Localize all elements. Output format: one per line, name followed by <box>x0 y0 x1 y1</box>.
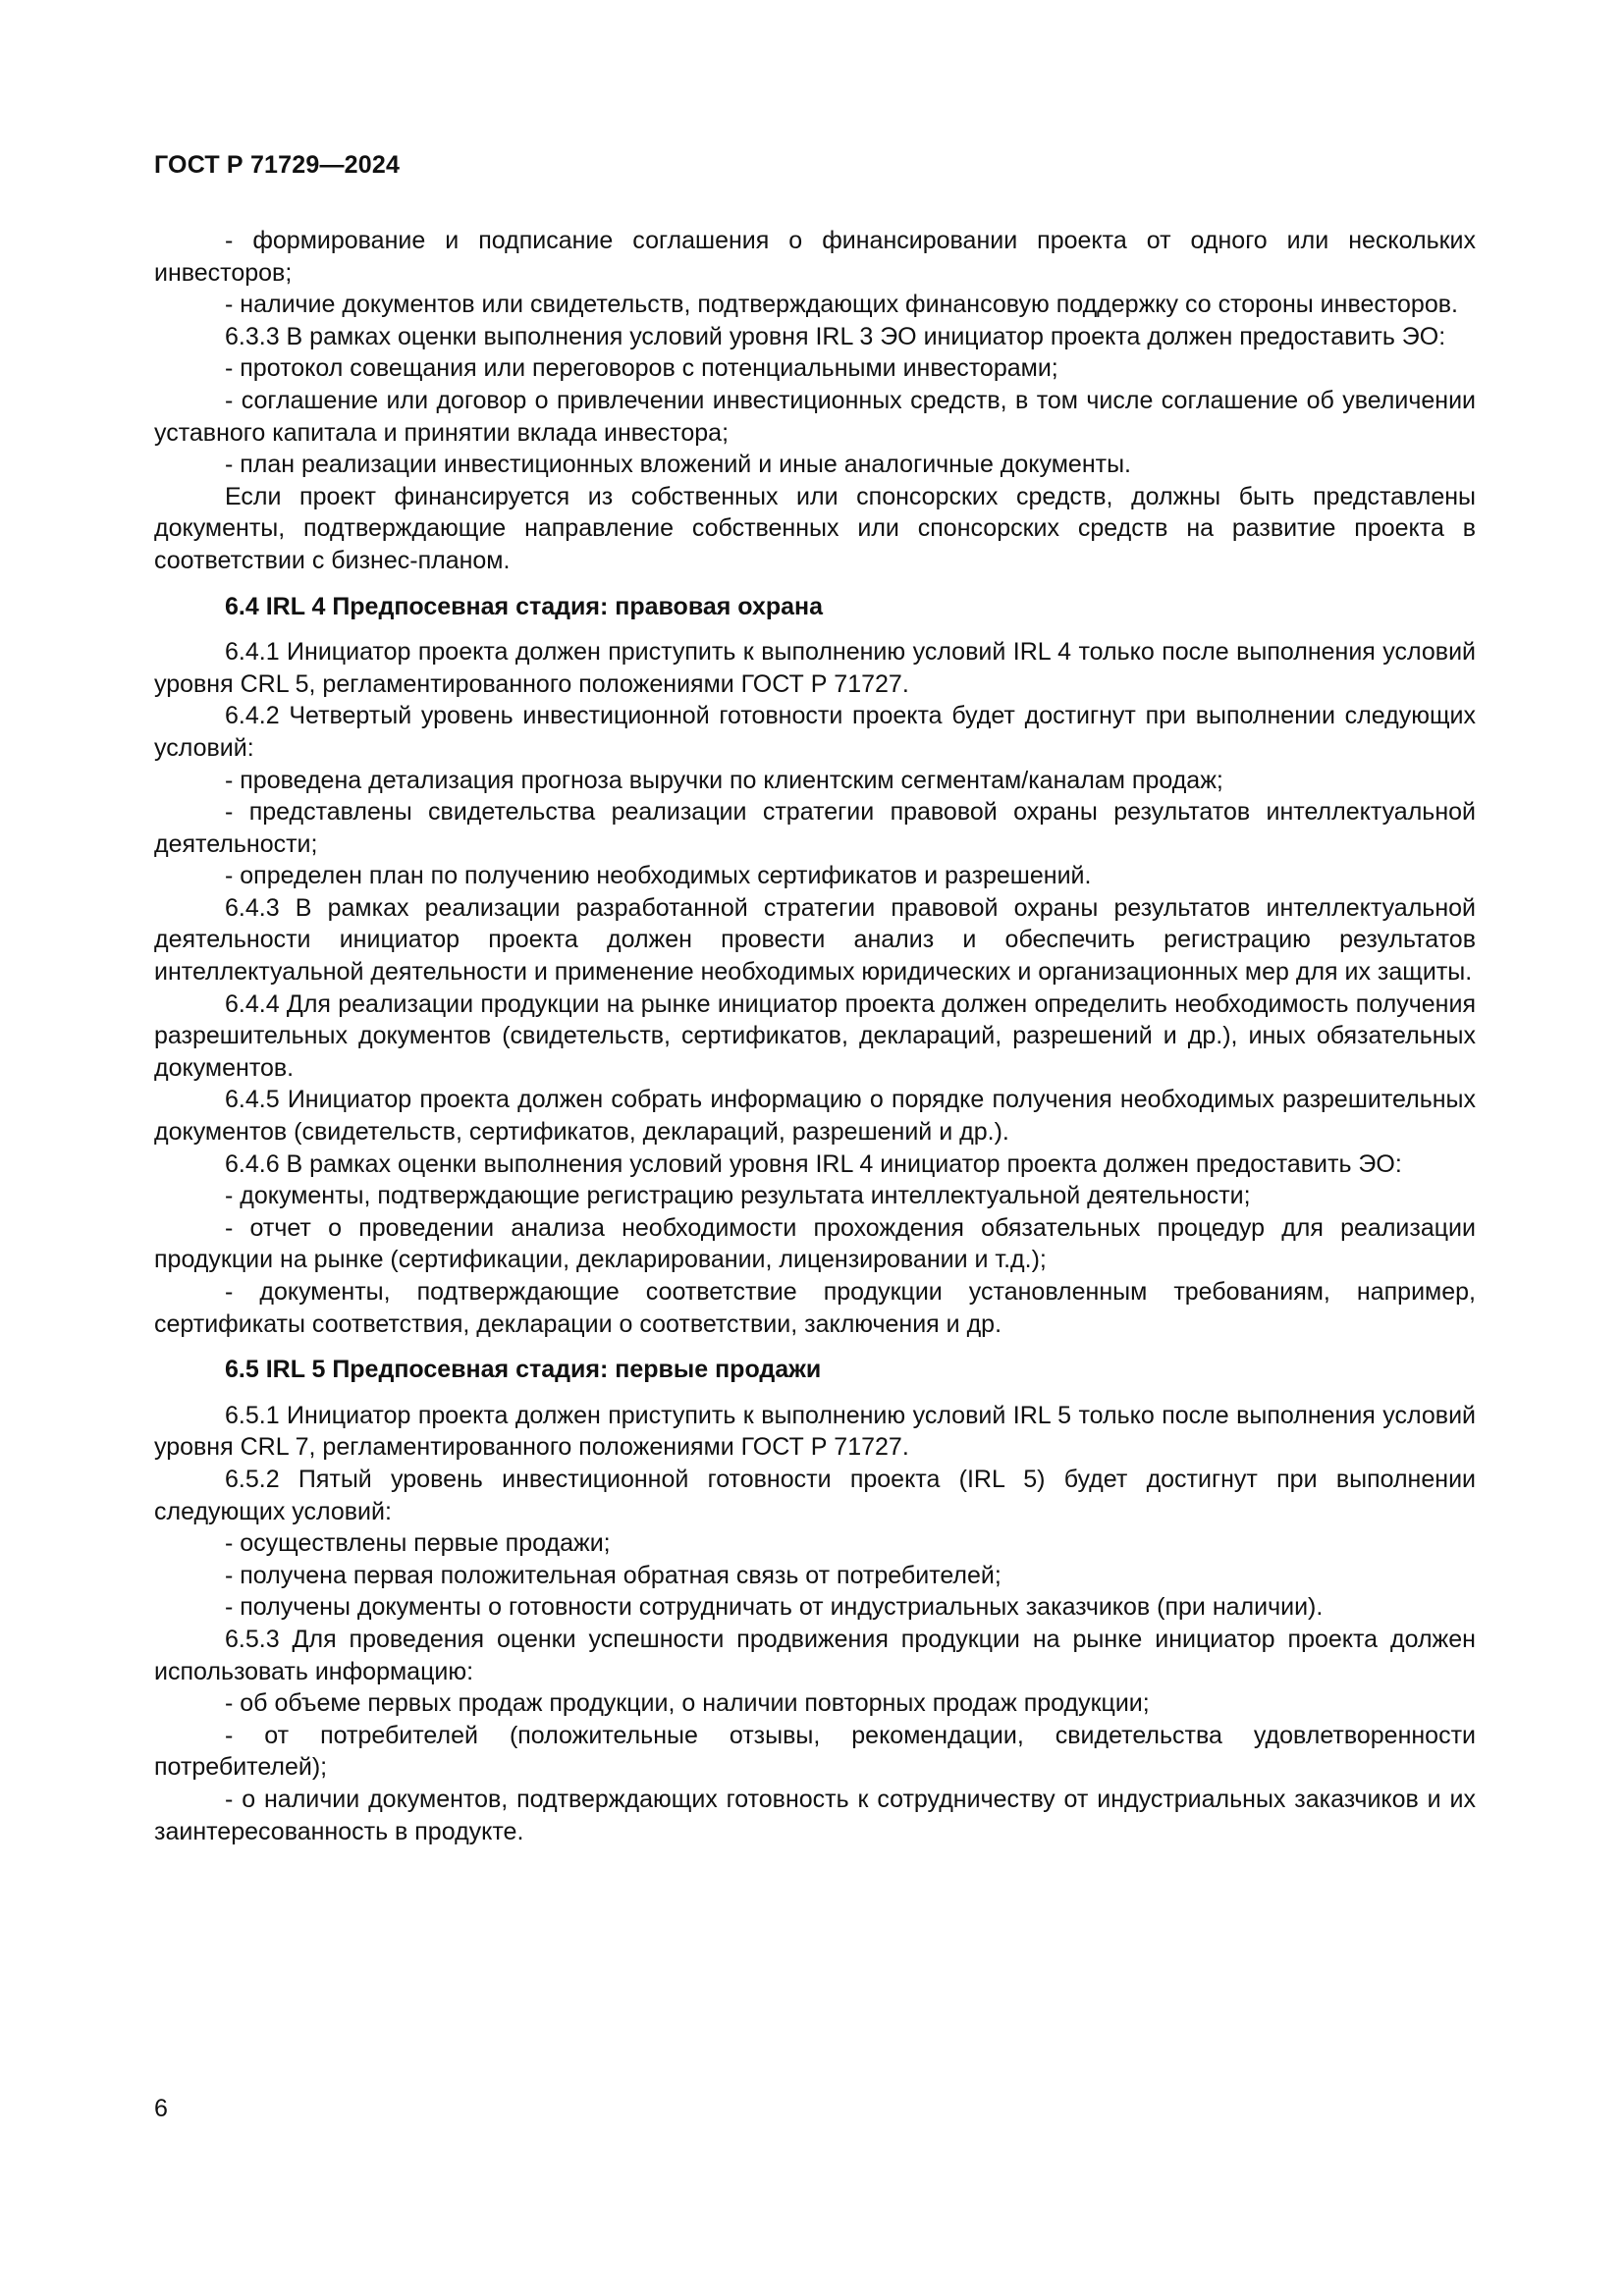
page-number: 6 <box>154 2095 168 2122</box>
paragraph: 6.4.4 Для реализации продукции на рынке инициатор проекта должен определить необходимость получения разрешительных документов (свидетельств, сертификатов, деклараций, разрешений и др.), иных обязательных документов. <box>154 989 1476 1082</box>
paragraph: 6.3.3 В рамках оценки выполнения условий уровня IRL 3 ЭО инициатор проекта должен предоставить ЭО: <box>225 322 1446 350</box>
document-page <box>154 0 1476 2296</box>
paragraph: - представлены свидетельства реализации стратегии правовой охраны результатов интеллектуальной деятельности; <box>154 798 1476 858</box>
paragraph: 6.4.5 Инициатор проекта должен собрать информацию о порядке получения необходимых разрешительных документов (свидетельств, сертификатов, деклараций, разрешений и др.). <box>154 1086 1476 1147</box>
paragraph: - от потребителей (положительные отзывы, рекомендации, свидетельства удовлетворенности потребителей); <box>154 1721 1476 1782</box>
paragraph: - наличие документов или свидетельств, подтверждающих финансовую поддержку со стороны инвесторов. <box>225 291 1458 319</box>
paragraph: - документы, подтверждающие регистрацию результата интеллектуальной деятельности; <box>225 1182 1251 1210</box>
paragraph: - протокол совещания или переговоров с потенциальными инвесторами; <box>225 354 1058 383</box>
paragraph: 6.4.6 В рамках оценки выполнения условий уровня IRL 4 инициатор проекта должен предоставить ЭО: <box>225 1149 1402 1178</box>
paragraph: 6.4.3 В рамках реализации разработанной стратегии правовой охраны результатов интеллектуальной деятельности инициатор проекта должен провести анализ и обеспечить регистрацию результатов интеллектуальной деятельности и применение необходимых юридических и организационных мер для их защиты. <box>154 893 1476 987</box>
paragraph: 6.4.2 Четвертый уровень инвестиционной готовности проекта будет достигнут при выполнении следующих условий: <box>154 702 1476 762</box>
document-code-header: ГОСТ Р 71729—2024 <box>154 151 401 179</box>
paragraph: - проведена детализация прогноза выручки по клиентским сегментам/каналам продаж; <box>225 766 1223 794</box>
paragraph: - о наличии документов, подтверждающих готовность к сотрудничеству от индустриальных заказчиков и их заинтересованность в продукте. <box>154 1785 1476 1845</box>
paragraph: - план реализации инвестиционных вложений и иные аналогичные документы. <box>225 451 1131 479</box>
paragraph: - получены документы о готовности сотрудничать от индустриальных заказчиков (при наличии). <box>225 1593 1324 1622</box>
section-heading-6-5: 6.5 IRL 5 Предпосевная стадия: первые продажи <box>225 1356 822 1384</box>
paragraph: - определен план по получению необходимых сертификатов и разрешений. <box>225 862 1092 890</box>
paragraph: 6.5.2 Пятый уровень инвестиционной готовности проекта (IRL 5) будет достигнут при выполнении следующих условий: <box>154 1465 1476 1525</box>
paragraph: - отчет о проведении анализа необходимости прохождения обязательных процедур для реализации продукции на рынке (сертификации, декларировании, лицензировании и т.д.); <box>154 1213 1476 1274</box>
paragraph: - документы, подтверждающие соответствие продукции установленным требованиям, например, сертификаты соответствия, декларации о соответствии, заключения и др. <box>154 1278 1476 1338</box>
paragraph: Если проект финансируется из собственных или спонсорских средств, должны быть представлены документы, подтверждающие направление собственных или спонсорских средств на развитие проекта в соответствии с бизнес-планом. <box>154 482 1476 574</box>
section-heading-6-4: 6.4 IRL 4 Предпосевная стадия: правовая охрана <box>225 592 824 620</box>
document-body <box>154 225 1476 1847</box>
paragraph: 6.5.3 Для проведения оценки успешности продвижения продукции на рынке инициатор проекта должен использовать информацию: <box>154 1625 1476 1685</box>
paragraph: - получена первая положительная обратная связь от потребителей; <box>225 1561 1001 1589</box>
paragraph: - об объеме первых продаж продукции, о наличии повторных продаж продукции; <box>225 1689 1150 1718</box>
paragraph: - соглашение или договор о привлечении инвестиционных средств, в том числе соглашение об увеличении уставного капитала и принятии вклада инвестора; <box>154 386 1476 447</box>
paragraph: 6.5.1 Инициатор проекта должен приступить к выполнению условий IRL 5 только после выполнения условий уровня CRL 7, регламентированного положениями ГОСТ Р 71727. <box>154 1401 1476 1462</box>
paragraph: - осуществлены первые продажи; <box>225 1529 611 1558</box>
paragraph: - формирование и подписание соглашения о финансировании проекта от одного или нескольких инвесторов; <box>154 227 1476 287</box>
paragraph: 6.4.1 Инициатор проекта должен приступить к выполнению условий IRL 4 только после выполнения условий уровня CRL 5, регламентированного положениями ГОСТ Р 71727. <box>154 638 1476 698</box>
